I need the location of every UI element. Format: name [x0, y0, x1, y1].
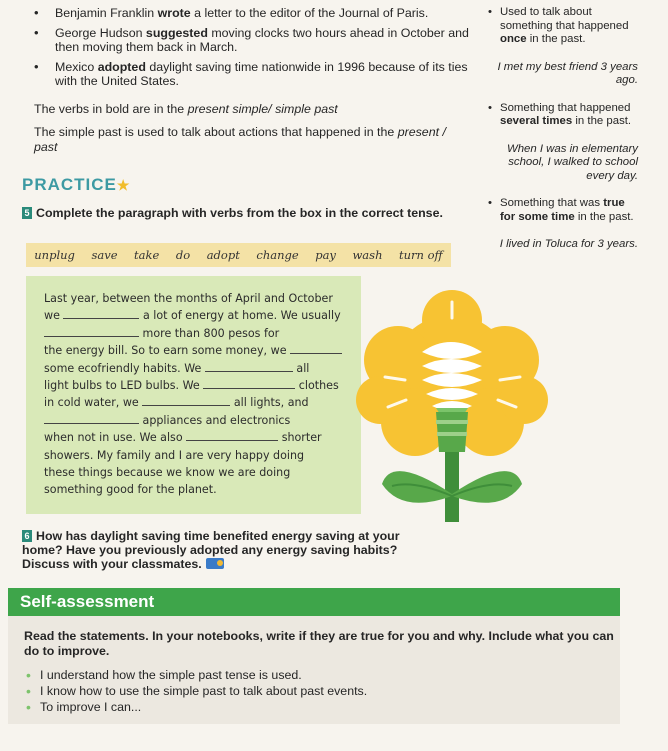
word-take: take: [134, 248, 160, 262]
word-turn-off: turn off: [399, 248, 443, 262]
self-assessment-item: • To improve I can...: [24, 699, 614, 715]
word-save: save: [91, 248, 118, 262]
answer-blank-1[interactable]: [63, 307, 139, 319]
example-sentence-1: • Benjamin Franklin wrote a letter to the editor of the Journal of Paris.: [30, 6, 470, 20]
self-assessment-instruction: Read the statements. In your notebooks, write if they are true for you and why. Include what you can do to improve.: [24, 629, 614, 658]
star-icon: ★: [116, 177, 131, 193]
fill-in-passage: [44, 290, 364, 499]
word-pay: pay: [315, 248, 336, 262]
passage-line: appliances and electronics: [44, 412, 364, 429]
exercise-6-instruction: 6 How has daylight saving time benefited energy saving at your home? Have you previously adopted any energy saving habits? Discuss with your classmates.: [22, 529, 400, 571]
word-wash: wash: [352, 248, 383, 262]
self-assessment-header: Self-assessment: [8, 588, 620, 616]
example-sentence-3: • Mexico adopted daylight saving time nationwide in 1996 because of its ties with the United States.: [30, 60, 470, 88]
passage-line: Last year, between the months of April and October: [44, 292, 333, 305]
answer-blank-8[interactable]: [186, 429, 278, 441]
exercise-number-badge: 6: [22, 530, 32, 542]
answer-blank-4[interactable]: [205, 360, 293, 372]
use-several-example: When I was in elementary school, I walked to school every day.: [506, 142, 638, 182]
answer-blank-7[interactable]: [44, 412, 139, 424]
use-once-bullet: • Used to talk about something that happened once in the past.: [488, 6, 638, 47]
word-unplug: unplug: [34, 248, 75, 262]
answer-blank-2[interactable]: [44, 325, 139, 337]
word-adopt: adopt: [206, 248, 240, 262]
self-assessment-item: • I know how to use the simple past to talk about past events.: [24, 683, 614, 699]
word-do: do: [175, 248, 191, 262]
passage-line: when not in use. We also shorter: [44, 431, 322, 445]
answer-blank-5[interactable]: [203, 377, 295, 389]
lightbulb-plant-illustration: [340, 282, 565, 522]
bold-verbs-note: The verbs in bold are in the present simple/ simple past: [34, 102, 338, 116]
passage-line: light bulbs to LED bulbs. We clothes: [44, 379, 339, 393]
discuss-icon: [206, 558, 224, 569]
self-assessment-item: • I understand how the simple past tense is used.: [24, 667, 614, 683]
word-box: [26, 243, 451, 267]
use-once-example: I met my best friend 3 years ago.: [497, 60, 638, 86]
practice-heading: PRACTICE★: [22, 175, 131, 194]
use-duration-bullet: • Something that was true for some time in the past.: [488, 197, 638, 224]
example-sentence-list: [30, 6, 470, 94]
answer-blank-3[interactable]: [290, 342, 342, 354]
example-sentence-2: • George Hudson suggested moving clocks two hours ahead in October and then moving them back in March.: [30, 26, 470, 54]
passage-line: these things because we know we are doing: [44, 466, 291, 480]
word-change: change: [256, 248, 299, 262]
grammar-uses-sidebar: [488, 6, 638, 252]
passage-line: in cold water, we all lights, and: [44, 396, 309, 410]
use-duration-example: I lived in Toluca for 3 years.: [499, 238, 638, 250]
passage-line: more than 800 pesos for: [44, 325, 364, 342]
passage-line: some ecofriendly habits. We all: [44, 361, 310, 375]
passage-line: the energy bill. So to earn some money, we: [44, 342, 364, 359]
exercise-number-badge: 5: [22, 207, 32, 219]
passage-line: something good for the planet.: [44, 483, 217, 497]
self-assessment-list: [24, 667, 614, 715]
answer-blank-6[interactable]: [142, 394, 230, 406]
passage-line: showers. My family and I are very happy doing: [44, 448, 305, 462]
exercise-5-instruction: 5 Complete the paragraph with verbs from the box in the correct tense.: [22, 206, 462, 220]
passage-line: we a lot of energy at home. We usually: [44, 309, 341, 323]
use-several-bullet: • Something that happened several times in the past.: [488, 102, 638, 129]
simple-past-note: The simple past is used to talk about actions that happened in the present / past: [34, 125, 446, 154]
